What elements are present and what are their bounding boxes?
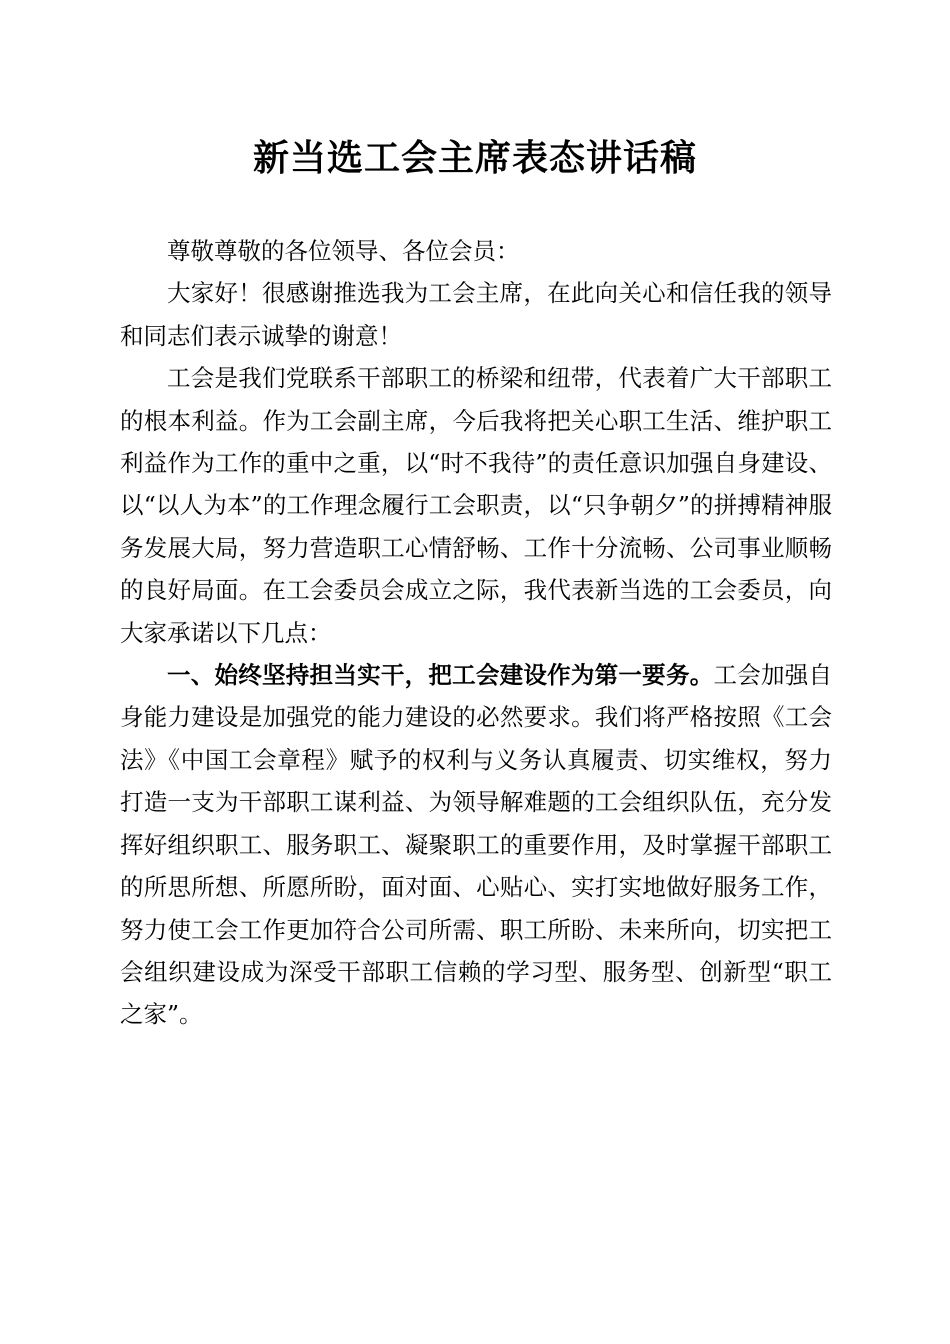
document-body (120, 230, 832, 1036)
greeting-paragraph: 大家好！很感谢推选我为工会主席，在此向关心和信任我的领导和同志们表示诚挚的谢意！ (120, 279, 832, 350)
document-title: 新当选工会主席表态讲话稿 (252, 137, 697, 179)
point-one-heading: 一、始终坚持担当实干，把工会建设作为第一要务。 (167, 661, 714, 690)
point-one-paragraph (120, 654, 832, 1036)
salutation-paragraph: 尊敬尊敬的各位领导、各位会员： (167, 237, 520, 265)
intro-paragraph: 工会是我们党联系干部职工的桥梁和纽带，代表着广大干部职工的根本利益。作为工会副主席，今后我将把关心职工生活、维护职工利益作为工作的重中之重，以“时不我待”的责任意识加强自身建设、以“以人为本”的工作理念履行工会职责，以“只争朝夕”的拼搏精神服务发展大局，努力营造职工心情舒畅、工作十分流畅、公司事业顺畅的良好局面。在工会委员会成立之际，我代表新当选的工会委员，向大家承诺以下几点： (120, 364, 832, 647)
point-one-text: 工会加强自身能力建设是加强党的能力建设的必然要求。我们将严格按照《工会法》《中国工会章程》赋予的权利与义务认真履责、切实维权，努力打造一支为干部职工谋利益、为领导解难题的工会组织队伍，充分发挥好组织职工、服务职工、凝聚职工的重要作用，及时掌握干部职工的所思所想、所愿所盼，面对面、心贴心、实打实地做好服务工作，努力使工会工作更加符合公司所需、职工所盼、未来所向，切实把工会组织建设成为深受干部职工信赖的学习型、服务型、创新型“职工之家”。 (120, 661, 833, 1029)
